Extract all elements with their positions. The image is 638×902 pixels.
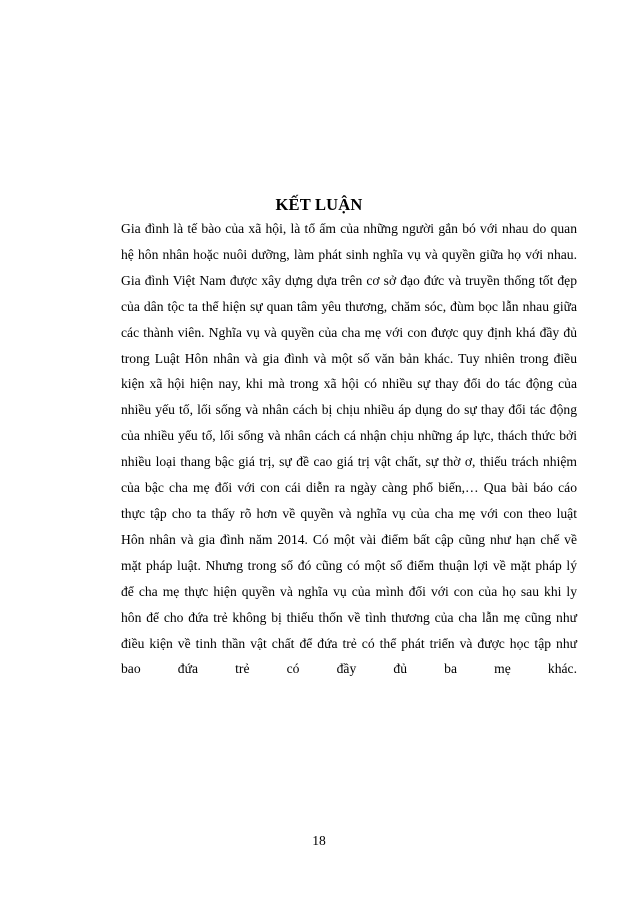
paragraph-line: Gia đình Việt Nam được xây dựng dựa trên cơ sở đạo đức và truyền thống tốt đẹp (121, 272, 577, 288)
paragraph-line: bao đứa trẻ có đầy đủ ba mẹ khác. (121, 661, 577, 677)
paragraph-line: để cha mẹ thực hiện quyền và nghĩa vụ của mình đối với con của họ sau khi ly (121, 583, 577, 599)
paragraph-line: kiện xã hội hiện nay, khi mà trong xã hội có nhiều sự thay đổi do tác động của (121, 376, 577, 392)
paragraph-line: mặt pháp luật. Nhưng trong số đó cũng có một số điểm thuận lợi về mặt pháp lý (121, 557, 577, 573)
paragraph-line: Hôn nhân và gia đình năm 2014. Có một vài điểm bất cập cũng như hạn chế về (121, 531, 577, 547)
paragraph-line: của nhiều yếu tố, lối sống và nhân cách cá nhận chịu những áp lực, thách thức bởi (121, 428, 577, 444)
paragraph-line: của dân tộc ta thể hiện sự quan tâm yêu thương, chăm sóc, đùm bọc lẫn nhau giữa (121, 298, 577, 314)
paragraph-line: nhiều yếu tố, lối sống và nhân cách bị chịu nhiều áp dụng do sự thay đổi tác động (121, 402, 577, 418)
body-paragraph (121, 216, 577, 682)
paragraph-line: nhiều loại thang bậc giá trị, sự đề cao giá trị vật chất, sự thờ ơ, thiếu trách nhiệm (121, 454, 577, 470)
paragraph-line: điều kiện về tinh thần vật chất để đứa trẻ có thể phát triển và được học tập như (121, 635, 577, 651)
paragraph-line: trong Luật Hôn nhân và gia đình và một số văn bản khác. Tuy nhiên trong điều (121, 350, 577, 366)
page-number: 18 (312, 833, 326, 848)
page-title: KẾT LUẬN (275, 195, 363, 214)
paragraph-line: các thành viên. Nghĩa vụ và quyền của cha mẹ với con được quy định khá đầy đủ (121, 324, 577, 340)
paragraph-line: của bậc cha mẹ đối với con cái diễn ra ngày càng phổ biến,… Qua bài báo cáo (121, 480, 577, 496)
paragraph-line: hôn để cho đứa trẻ không bị thiếu thốn về tình thương của cha lẫn mẹ cũng như (121, 609, 577, 625)
paragraph-line: thực tập cho ta thấy rõ hơn về quyền và nghĩa vụ của cha mẹ với con theo luật (121, 505, 577, 521)
paragraph-line: hệ hôn nhân hoặc nuôi dưỡng, làm phát sinh nghĩa vụ và quyền giữa họ với nhau. (121, 246, 577, 262)
paragraph-line: Gia đình là tế bào của xã hội, là tổ ấm của những người gắn bó với nhau do quan (121, 221, 577, 236)
